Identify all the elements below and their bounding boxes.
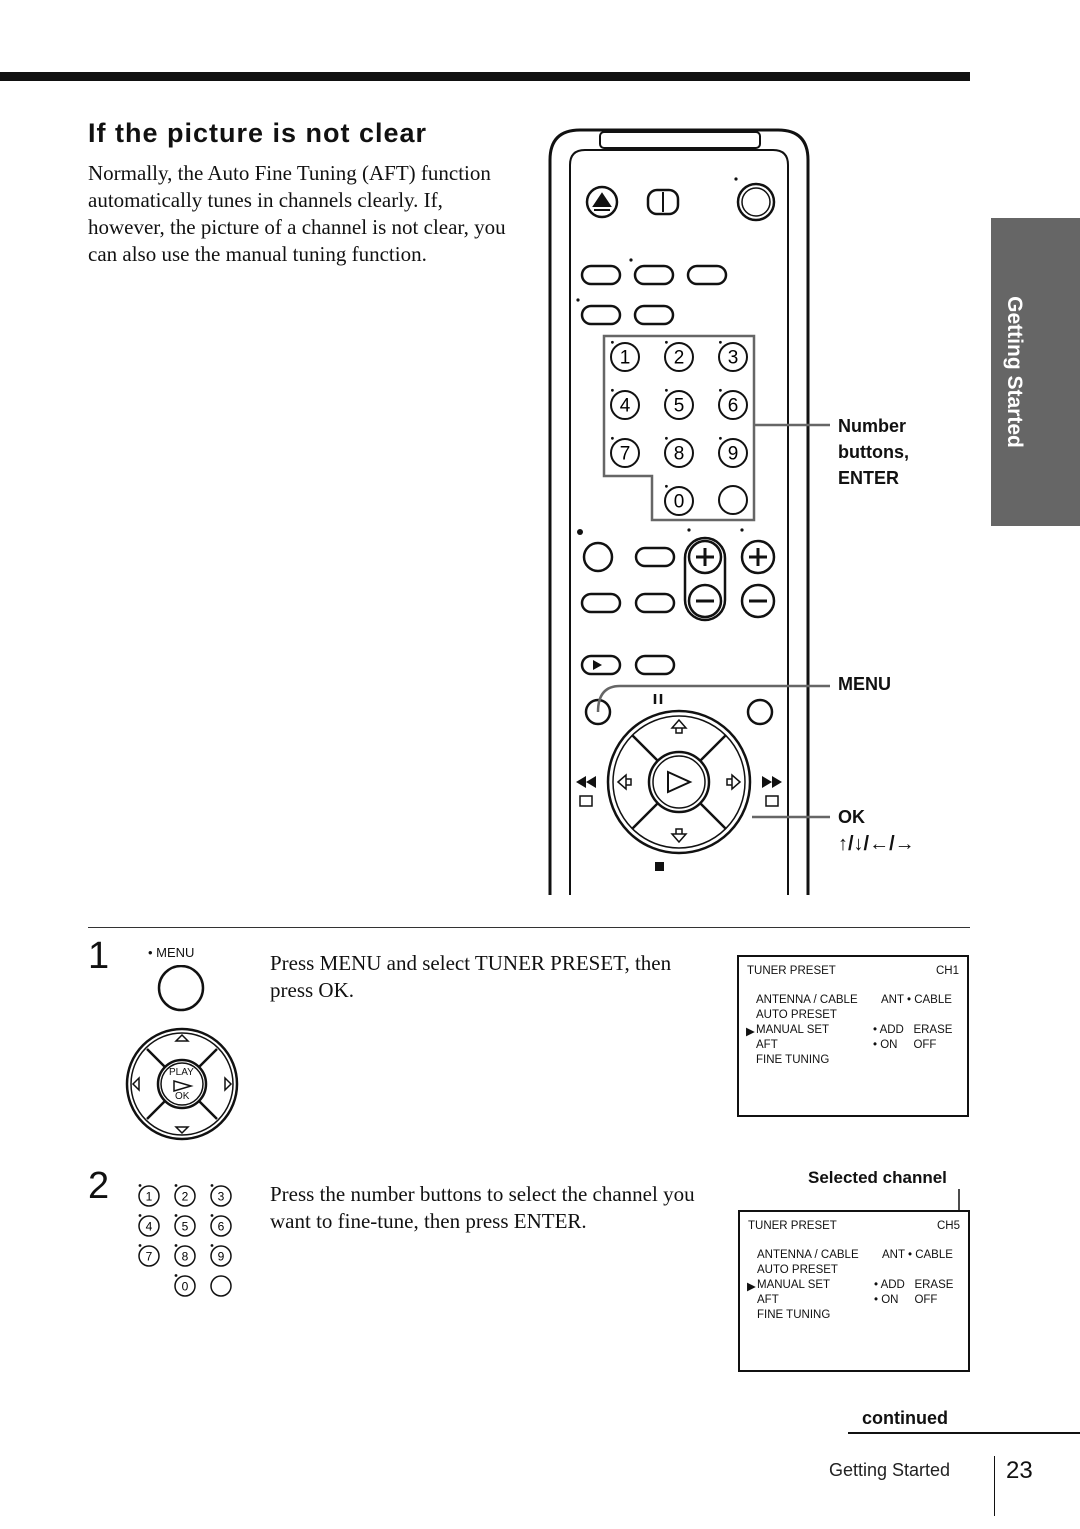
menu-callout: MENU: [838, 674, 891, 694]
tuner-preset-screen-1: TUNER PRESET CH1 ANTENNA / CABLE ANT • CABLE AUTO PRESET ▶ MANUAL SET • ADD ERASE AFT • ON OFF FINE TUNING: [737, 955, 969, 1117]
remote-control-illustration: [540, 120, 830, 900]
continued-rule: [848, 1432, 1080, 1434]
number-key-label: 4: [619, 395, 631, 417]
number-key-label: 6: [217, 1219, 225, 1234]
screen-2-channel: CH5: [936, 1220, 960, 1232]
step-2-number: 2: [88, 1165, 110, 1207]
menu-button-icon: [159, 966, 203, 1010]
arrow-buttons-callout: ↑/↓/←/→: [838, 833, 915, 855]
number-key-label: 8: [181, 1249, 189, 1264]
number-key-label: 9: [217, 1249, 225, 1264]
footer-divider: [994, 1456, 995, 1516]
section-divider: [88, 927, 970, 928]
selection-cursor-icon: ▶: [746, 1026, 755, 1038]
number-key-label: 4: [145, 1219, 153, 1234]
top-rule: [0, 72, 970, 81]
tuner-preset-screen-2: TUNER PRESET CH5 ANTENNA / CABLE ANT • CABLE AUTO PRESET ▶ MANUAL SET • ADD ERASE AFT • ON OFF FINE TUNING: [738, 1210, 970, 1372]
number-key-label: 1: [619, 347, 631, 369]
number-key-label: 0: [673, 491, 685, 513]
number-key-label: 0: [181, 1279, 189, 1294]
selection-cursor-icon: ▶: [747, 1281, 756, 1293]
number-key-label: 5: [181, 1219, 189, 1234]
number-key-label: 7: [619, 443, 631, 465]
step-1-text: Press MENU and select TUNER PRESET, then press OK.: [270, 951, 672, 1002]
number-buttons-callout: Number buttons, ENTER: [838, 416, 909, 488]
intro-paragraph: Normally, the Auto Fine Tuning (AFT) function automatically tunes in channels clearly. If, however, the picture of a channel is not clear, you can also use the manual tuning function.: [88, 161, 506, 266]
number-key-label: 8: [673, 443, 685, 465]
continued-label: continued: [862, 1408, 948, 1428]
step-1-button-icons: [125, 965, 245, 1145]
step-1-number: 1: [88, 935, 110, 977]
number-key-label: 9: [727, 443, 739, 465]
number-key-label: 7: [145, 1249, 153, 1264]
footer-section-name: Getting Started: [829, 1460, 951, 1480]
number-key-label: 6: [727, 395, 739, 417]
step-2-text: Press the number buttons to select the channel you want to fine-tune, then press ENTER.: [270, 1182, 695, 1233]
screen-1-title: TUNER PRESET: [747, 965, 836, 977]
number-key-label: 1: [145, 1189, 153, 1204]
step-1-menu-label: • MENU: [148, 945, 195, 960]
selected-channel-caption: Selected channel: [808, 1168, 947, 1187]
number-key-label: 2: [181, 1189, 189, 1204]
screen-2-title: TUNER PRESET: [748, 1220, 837, 1232]
number-key-label: 3: [727, 347, 739, 369]
number-key-label: 2: [673, 347, 685, 369]
ok-label: OK: [175, 1091, 190, 1102]
side-tab-label: Getting Started: [1002, 296, 1026, 448]
section-title: If the picture is not clear: [88, 118, 428, 148]
step-2-number-keys: [130, 1176, 240, 1306]
play-label: PLAY: [169, 1067, 194, 1078]
number-key-label: 3: [217, 1189, 225, 1204]
number-key-label: 5: [673, 395, 685, 417]
ok-callout: OK: [838, 807, 865, 827]
page-number: 23: [1006, 1457, 1033, 1484]
screen-1-channel: CH1: [935, 965, 959, 977]
